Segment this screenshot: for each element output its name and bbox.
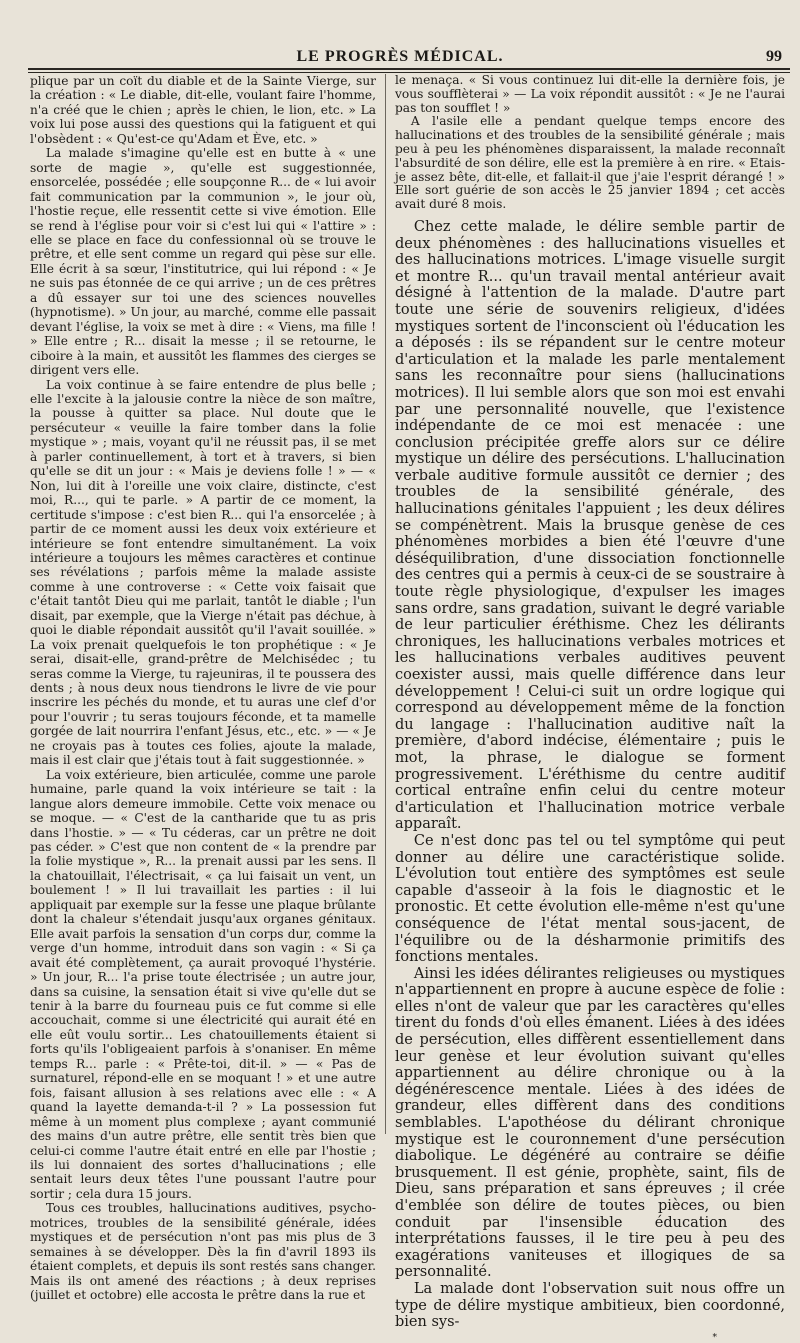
paragraph: La malade dont l'observation suit nous offre un type de délire mystique ambitieux, bien coordonné, bien sys-: [395, 1280, 785, 1331]
paragraph: le menaça. « Si vous continuez lui dit-elle la dernière fois, je vous soufflèterai » — La voix répondit aussitôt : « Je ne l'aurai pas ton soufflet ! »: [395, 73, 785, 115]
column-divider: [385, 74, 386, 1134]
running-title: LE PROGRÈS MÉDICAL.: [296, 48, 504, 65]
paragraph: La malade s'imagine qu'elle est en butte à « une sorte de magie », qu'elle est suggestionnée, ensorcelée, possédée ; elle soupçonne R... de « lui avoir fait communication par la communion », le jour où, l'hostie reçue, elle ressentit cette si vive émotion. Elle se rend à l'église pour voir si c'est lui qui « l'attire » : elle se place en face du confessionnal où se trouve le prêtre, et elle sent comme un regard qui pèse sur elle. Elle écrit à sa sœur, l'institutrice, qui lui répond : « Je ne suis pas étonnée de ce qui arrive ; un de ces prêtres a dû essayer sur toi une des sciences nouvelles (hypnotisme). » Un jour, au marché, comme elle passait devant l'église, la voix se met à dire : « Viens, ma fille ! » Elle entre ; R... disait la messe ; il se retourne, le ciboire à la main, et aussitôt les flammes des cierges se dirigent vers elle.: [30, 146, 376, 378]
paragraph: A l'asile elle a pendant quelque temps encore des hallucinations et des troubles de la sensibilité générale ; mais peu à peu les phénomènes disparaissent, la malade reconnaît l'absurdité de son délire, elle est la première à en rire. « Etais-je assez bête, dit-elle, et fallait-il que j'aie l'esprit dérangé ! » Elle sort guérie de son accès le 25 janvier 1894 ; cet accès avait duré 8 mois.: [395, 114, 785, 212]
section-spacer: [395, 212, 785, 219]
paragraph: La voix extérieure, bien articulée, comme une parole humaine, parle quand la voix intérieure se tait : la langue alors demeure immobile. Cette voix menace ou se moque. — « C'est de la cantharide que tu as pris dans l'hostie. » — « Tu céderas, car un prêtre ne doit pas céder. » C'est que non content de « la prendre par la folie mystique », R... la prenait aussi par les sens. Il la chatouillait, l'électrisait, « ça lui faisait un vent, un boulement ! » Il lui travaillait les parties : il lui appliquait par exemple sur la fesse une plaque brûlante dont la chaleur s'étendait jusqu'aux organes génitaux. Elle avait parfois la sensation d'un corps dur, comme la verge d'un homme, introduit dans son vagin : « Si ça avait été complètement, ça aurait provoqué l'hystérie. » Un jour, R... l'a prise toute électrisée ; un autre jour, dans sa cuisine, la sensation était si vive qu'elle dut se tenir à la barre du fourneau puis ce fut comme si elle accouchait, comme si une électricité qui aurait été en elle eût voulu sortir... Les chatouillements étaient si forts qu'ils l'obligeaient parfois à s'onaniser. En même temps R... parle : « Prête-toi, dit-il. » — « Pas de surnaturel, répond-elle en se moquant ! » et une autre fois, faisant allusion à ses relations avec elle : « A quand la layette demanda-t-il ? » La possession fut même à un moment plus complexe ; ayant communié des mains d'un autre prêtre, elle sentit très bien que celui-ci comme l'autre était entré en elle par l'hostie ; ils lui donnaient des sortes d'hallucinations ; elle sentait leurs deux têtes l'une poussant l'autre pour sortir ; cela dura 15 jours.: [30, 767, 376, 1201]
paragraph: plique par un coït du diable et de la Sainte Vierge, sur la création : « Le diable, dit-elle, voulant faire l'homme, n'a créé que le chien ; après le chien, le lion, etc. » La voix lui pose aussi des questions qui la fatiguent et qui l'obsèdent : « Qu'est-ce qu'Adam et Ève, etc. »: [30, 74, 376, 146]
paragraph: La voix continue à se faire entendre de plus belle ; elle l'excite à la jalousie contre la nièce de son maître, la pousse à quitter sa place. Nul doute que le persécuteur « veuille la faire tomber dans la folie mystique » ; mais, voyant qu'il ne réussit pas, il se met à parler continuellement, à tort et à travers, si bien qu'elle se dit un jour : « Mais je deviens folle ! » — « Non, lui dit à l'oreille une voix claire, distincte, c'est moi, R..., qui te parle. » A partir de ce moment, la certitude s'impose : c'est bien R... qui l'a ensorcelée ; à partir de ce moment aussi les deux voix extérieure et intérieure se font entendre simultanément. La voix intérieure a toujours les mêmes caractères et continue ses révélations ; parfois même la malade assiste comme à une controverse : « Cette voix faisait que c'était tantôt Dieu qui me parlait, tantôt le diable ; l'un disait, par exemple, que la Vierge n'était pas déchue, à quoi le diable répondait aussitôt qu'il l'avait souillée. » La voix prenait quelquefois le ton prophétique : « Je serai, disait-elle, grand-prêtre de Melchisédec ; tu seras comme la Vierge, tu rajeuniras, il te poussera des dents ; à nous deux nous tiendrons le livre de vie pour inscrire les péchés du monde, et tu auras une clef d'or pour l'ouvrir ; tu seras toujours féconde, et ta mamelle gorgée de lait nourrira l'enfant Jésus, etc., etc. » — « Je ne croyais pas à toutes ces folies, ajoute la malade, mais il est clair que j'étais tout à fait suggestionnée. »: [30, 377, 376, 768]
page-number: 99: [766, 48, 782, 65]
right-column: [395, 73, 785, 1343]
paragraph: Ce n'est donc pas tel ou tel symptôme qui peut donner au délire une caractéristique solide. L'évolution tout entière des symptômes est seule capable d'asseoir à la fois le diagnostic et le pronostic. Et cette évolution elle-même n'est qu'une conséquence de l'état mental sous-jacent, de l'équilibre ou de la désharmonie primitifs des fonctions mentales.: [395, 832, 785, 966]
paragraph: Ainsi les idées délirantes religieuses ou mystiques n'appartiennent en propre à aucune espèce de folie : elles n'ont de valeur que par les caractères qu'elles tirent du fonds d'où elles émanent. Liées à des idées de persécution, elles diffèrent essentiellement dans leur genèse et leur évolution suivant qu'elles appartiennent au délire chronique ou à la dégénérescence mentale. Liées à des idées de grandeur, elles diffèrent dans des conditions semblables. L'apothéose du délirant chronique mystique est le couronnement d'une persécution diabolique. Le dégénéré au contraire se déifie brusquement. Il est génie, prophète, saint, fils de Dieu, sans préparation et sans épreuves ; il crée d'emblée son délire de toutes pièces, ou bien conduit par l'insensible éducation des interprétations fausses, il le tire peu à peu des exagérations vaniteuses et illogiques de sa personnalité.: [395, 965, 785, 1281]
left-column: [30, 74, 376, 1303]
paragraph: Tous ces troubles, hallucinations auditives, psycho-motrices, troubles de la sensibilité générale, idées mystiques et de persécution n'ont pas mis plus de 3 semaines à se développer. Dès la fin d'avril 1893 ils étaient complets, et depuis ils sont restés sans changer. Mais ils ont amené des réactions ; à deux reprises (juillet et octobre) elle accosta le prêtre dans la rue et: [30, 1201, 376, 1303]
header-rule-thick: [28, 68, 790, 70]
signature-mark: *: [712, 1332, 717, 1343]
paragraph: Chez cette malade, le délire semble partir de deux phénomènes : des hallucinations visuelles et des hallucinations motrices. L'image visuelle surgit et montre R... qu'un travail mental antérieur avait désigné à l'attention de la malade. D'autre part toute une série de souvenirs religieux, d'idées mystiques sortent de l'inconscient où l'éducation les a déposés : ils se répandent sur le centre moteur d'articulation et la malade les parle mentalement sans les reconnaître pour siens (hallucinations motrices). Il lui semble alors que son moi est envahi par une personnalité nouvelle, que l'existence indépendante de ce moi est menacée : une conclusion précipitée greffe alors sur ce délire mystique un délire des persécutions. L'hallucination verbale auditive formule aussitôt ce dernier ; des troubles de la sensibilité générale, des hallucinations génitales l'appuient ; les deux délires se compénètrent. Mais la brusque genèse de ces phénomènes morbides a bien été l'œuvre d'une déséquilibration, d'une dissociation fonctionnelle des centres qui a permis à ceux-ci de se soustraire à toute règle physiologique, d'expulser les images sans ordre, sans gradation, suivant le degré variable de leur particulier éréthisme. Chez les délirants chroniques, les hallucinations verbales motrices et les hallucinations verbales auditives peuvent coexister aussi, mais quelle différence dans leur développement ! Celui-ci suit un ordre logique qui correspond au développement même de la fonction du langage : l'hallucination auditive naît la première, d'abord indécise, élémentaire ; puis le mot, la phrase, le dialogue se forment progressivement. L'éréthisme du centre auditif cortical entraîne enfin celui du centre moteur d'articulation et l'hallucination motrice verbale apparaît.: [395, 218, 785, 833]
